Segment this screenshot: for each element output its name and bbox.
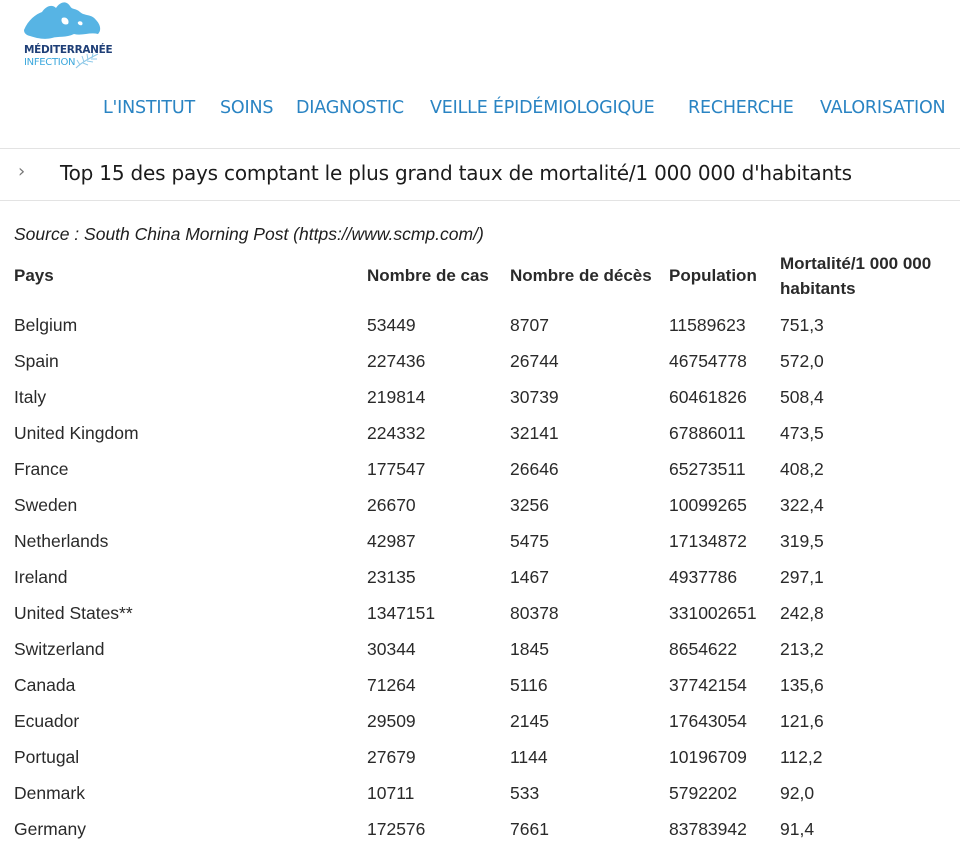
cell-mortalite: 319,5 (780, 531, 824, 551)
palm-leaf-icon (74, 52, 100, 70)
chevron-right-icon: › (18, 161, 26, 182)
cell-cas: 71264 (367, 675, 416, 695)
cell-population: 67886011 (669, 423, 746, 443)
cell-deces: 8707 (510, 315, 549, 335)
site-logo[interactable] (22, 0, 113, 74)
table-row (0, 638, 960, 674)
mediterranean-map-icon (22, 0, 104, 44)
cell-mortalite: 135,6 (780, 675, 824, 695)
cell-population: 5792202 (669, 783, 738, 803)
logo-text-line1: MÉDITERRANÉE (24, 44, 113, 56)
cell-deces: 26744 (510, 351, 559, 371)
table-row (0, 782, 960, 818)
cell-pays: Belgium (14, 315, 78, 335)
cell-pays: United States** (14, 603, 133, 623)
cell-cas: 23135 (367, 567, 416, 587)
cell-cas: 172576 (367, 819, 426, 839)
table-row (0, 674, 960, 710)
nav-item-veille-epidemiologique[interactable]: VEILLE ÉPIDÉMIOLOGIQUE (430, 98, 655, 118)
cell-cas: 227436 (367, 351, 426, 371)
cell-pays: Denmark (14, 783, 85, 803)
table-row (0, 386, 960, 422)
cell-mortalite: 91,4 (780, 819, 815, 839)
nav-item-recherche[interactable]: RECHERCHE (688, 98, 794, 118)
table-row (0, 602, 960, 638)
cell-population: 37742154 (669, 675, 747, 695)
cell-deces: 5475 (510, 531, 549, 551)
cell-deces: 32141 (510, 423, 559, 443)
table-row (0, 746, 960, 782)
cell-mortalite: 322,4 (780, 495, 824, 515)
cell-pays: Canada (14, 675, 76, 695)
nav-item-institut[interactable]: L'INSTITUT (103, 98, 195, 118)
table-row (0, 494, 960, 530)
header-mortalite-habitants: habitants (780, 279, 856, 298)
cell-pays: Ireland (14, 567, 68, 587)
cell-cas: 10711 (367, 783, 415, 803)
cell-cas: 219814 (367, 387, 426, 407)
cell-deces: 2145 (510, 711, 549, 731)
cell-pays: France (14, 459, 69, 479)
table-row (0, 818, 960, 854)
table-row (0, 314, 960, 350)
cell-deces: 1144 (510, 747, 548, 767)
cell-pays: United Kingdom (14, 423, 139, 443)
table-row (0, 710, 960, 746)
table-row (0, 422, 960, 458)
cell-deces: 5116 (510, 675, 548, 695)
cell-population: 10196709 (669, 747, 747, 767)
cell-population: 10099265 (669, 495, 747, 515)
cell-pays: Ecuador (14, 711, 80, 731)
cell-deces: 80378 (510, 603, 559, 623)
cell-population: 331002651 (669, 603, 757, 623)
cell-mortalite: 92,0 (780, 783, 815, 803)
accordion-header[interactable] (0, 150, 960, 200)
cell-cas: 42987 (367, 531, 416, 551)
cell-deces: 1467 (510, 567, 549, 587)
table-row (0, 458, 960, 494)
cell-pays: Italy (14, 387, 47, 407)
cell-cas: 1347151 (367, 603, 436, 623)
header-mortalite: Mortalité/1 000 000 (780, 254, 932, 273)
cell-cas: 53449 (367, 315, 416, 335)
main-nav (0, 98, 960, 122)
nav-item-soins[interactable]: SOINS (220, 98, 274, 118)
cell-population: 8654622 (669, 639, 738, 659)
table-row (0, 530, 960, 566)
cell-deces: 533 (510, 783, 540, 803)
cell-deces: 3256 (510, 495, 549, 515)
table-body (0, 314, 960, 854)
cell-pays: Spain (14, 351, 59, 371)
cell-pays: Switzerland (14, 639, 105, 659)
cell-population: 4937786 (669, 567, 738, 587)
cell-cas: 27679 (367, 747, 416, 767)
nav-item-valorisation[interactable]: VALORISATION (820, 98, 946, 118)
header-nombre-de-cas: Nombre de cas (367, 266, 489, 285)
cell-population: 65273511 (669, 459, 746, 479)
cell-deces: 1845 (510, 639, 549, 659)
cell-cas: 26670 (367, 495, 416, 515)
cell-pays: Sweden (14, 495, 78, 515)
cell-population: 11589623 (669, 315, 746, 335)
cell-mortalite: 408,2 (780, 459, 824, 479)
cell-deces: 7661 (510, 819, 549, 839)
cell-population: 46754778 (669, 351, 747, 371)
header-nombre-de-deces: Nombre de décès (510, 266, 652, 285)
table-row (0, 350, 960, 386)
cell-pays: Portugal (14, 747, 80, 767)
cell-mortalite: 121,6 (780, 711, 824, 731)
cell-mortalite: 242,8 (780, 603, 824, 623)
cell-deces: 30739 (510, 387, 559, 407)
cell-mortalite: 751,3 (780, 315, 824, 335)
cell-cas: 30344 (367, 639, 416, 659)
source-note: Source : South China Morning Post (https://www.scmp.com/) (14, 224, 484, 244)
table-row (0, 566, 960, 602)
cell-pays: Germany (14, 819, 86, 839)
header-population: Population (669, 266, 757, 285)
cell-mortalite: 112,2 (780, 747, 823, 767)
cell-mortalite: 473,5 (780, 423, 824, 443)
cell-population: 17643054 (669, 711, 747, 731)
header-pays: Pays (14, 266, 54, 285)
cell-cas: 224332 (367, 423, 426, 443)
nav-item-diagnostic[interactable]: DIAGNOSTIC (296, 98, 404, 118)
cell-mortalite: 572,0 (780, 351, 824, 371)
section-divider (0, 200, 960, 201)
cell-mortalite: 297,1 (780, 567, 824, 587)
cell-population: 17134872 (669, 531, 747, 551)
cell-cas: 29509 (367, 711, 416, 731)
section-title: Top 15 des pays comptant le plus grand taux de mortalité/1 000 000 d'habitants (60, 161, 852, 185)
cell-pays: Netherlands (14, 531, 109, 551)
cell-population: 60461826 (669, 387, 747, 407)
cell-mortalite: 508,4 (780, 387, 824, 407)
cell-population: 83783942 (669, 819, 747, 839)
nav-divider (0, 148, 960, 149)
cell-deces: 26646 (510, 459, 559, 479)
cell-cas: 177547 (367, 459, 426, 479)
logo-text-line2: INFECTION (24, 57, 76, 68)
cell-mortalite: 213,2 (780, 639, 824, 659)
